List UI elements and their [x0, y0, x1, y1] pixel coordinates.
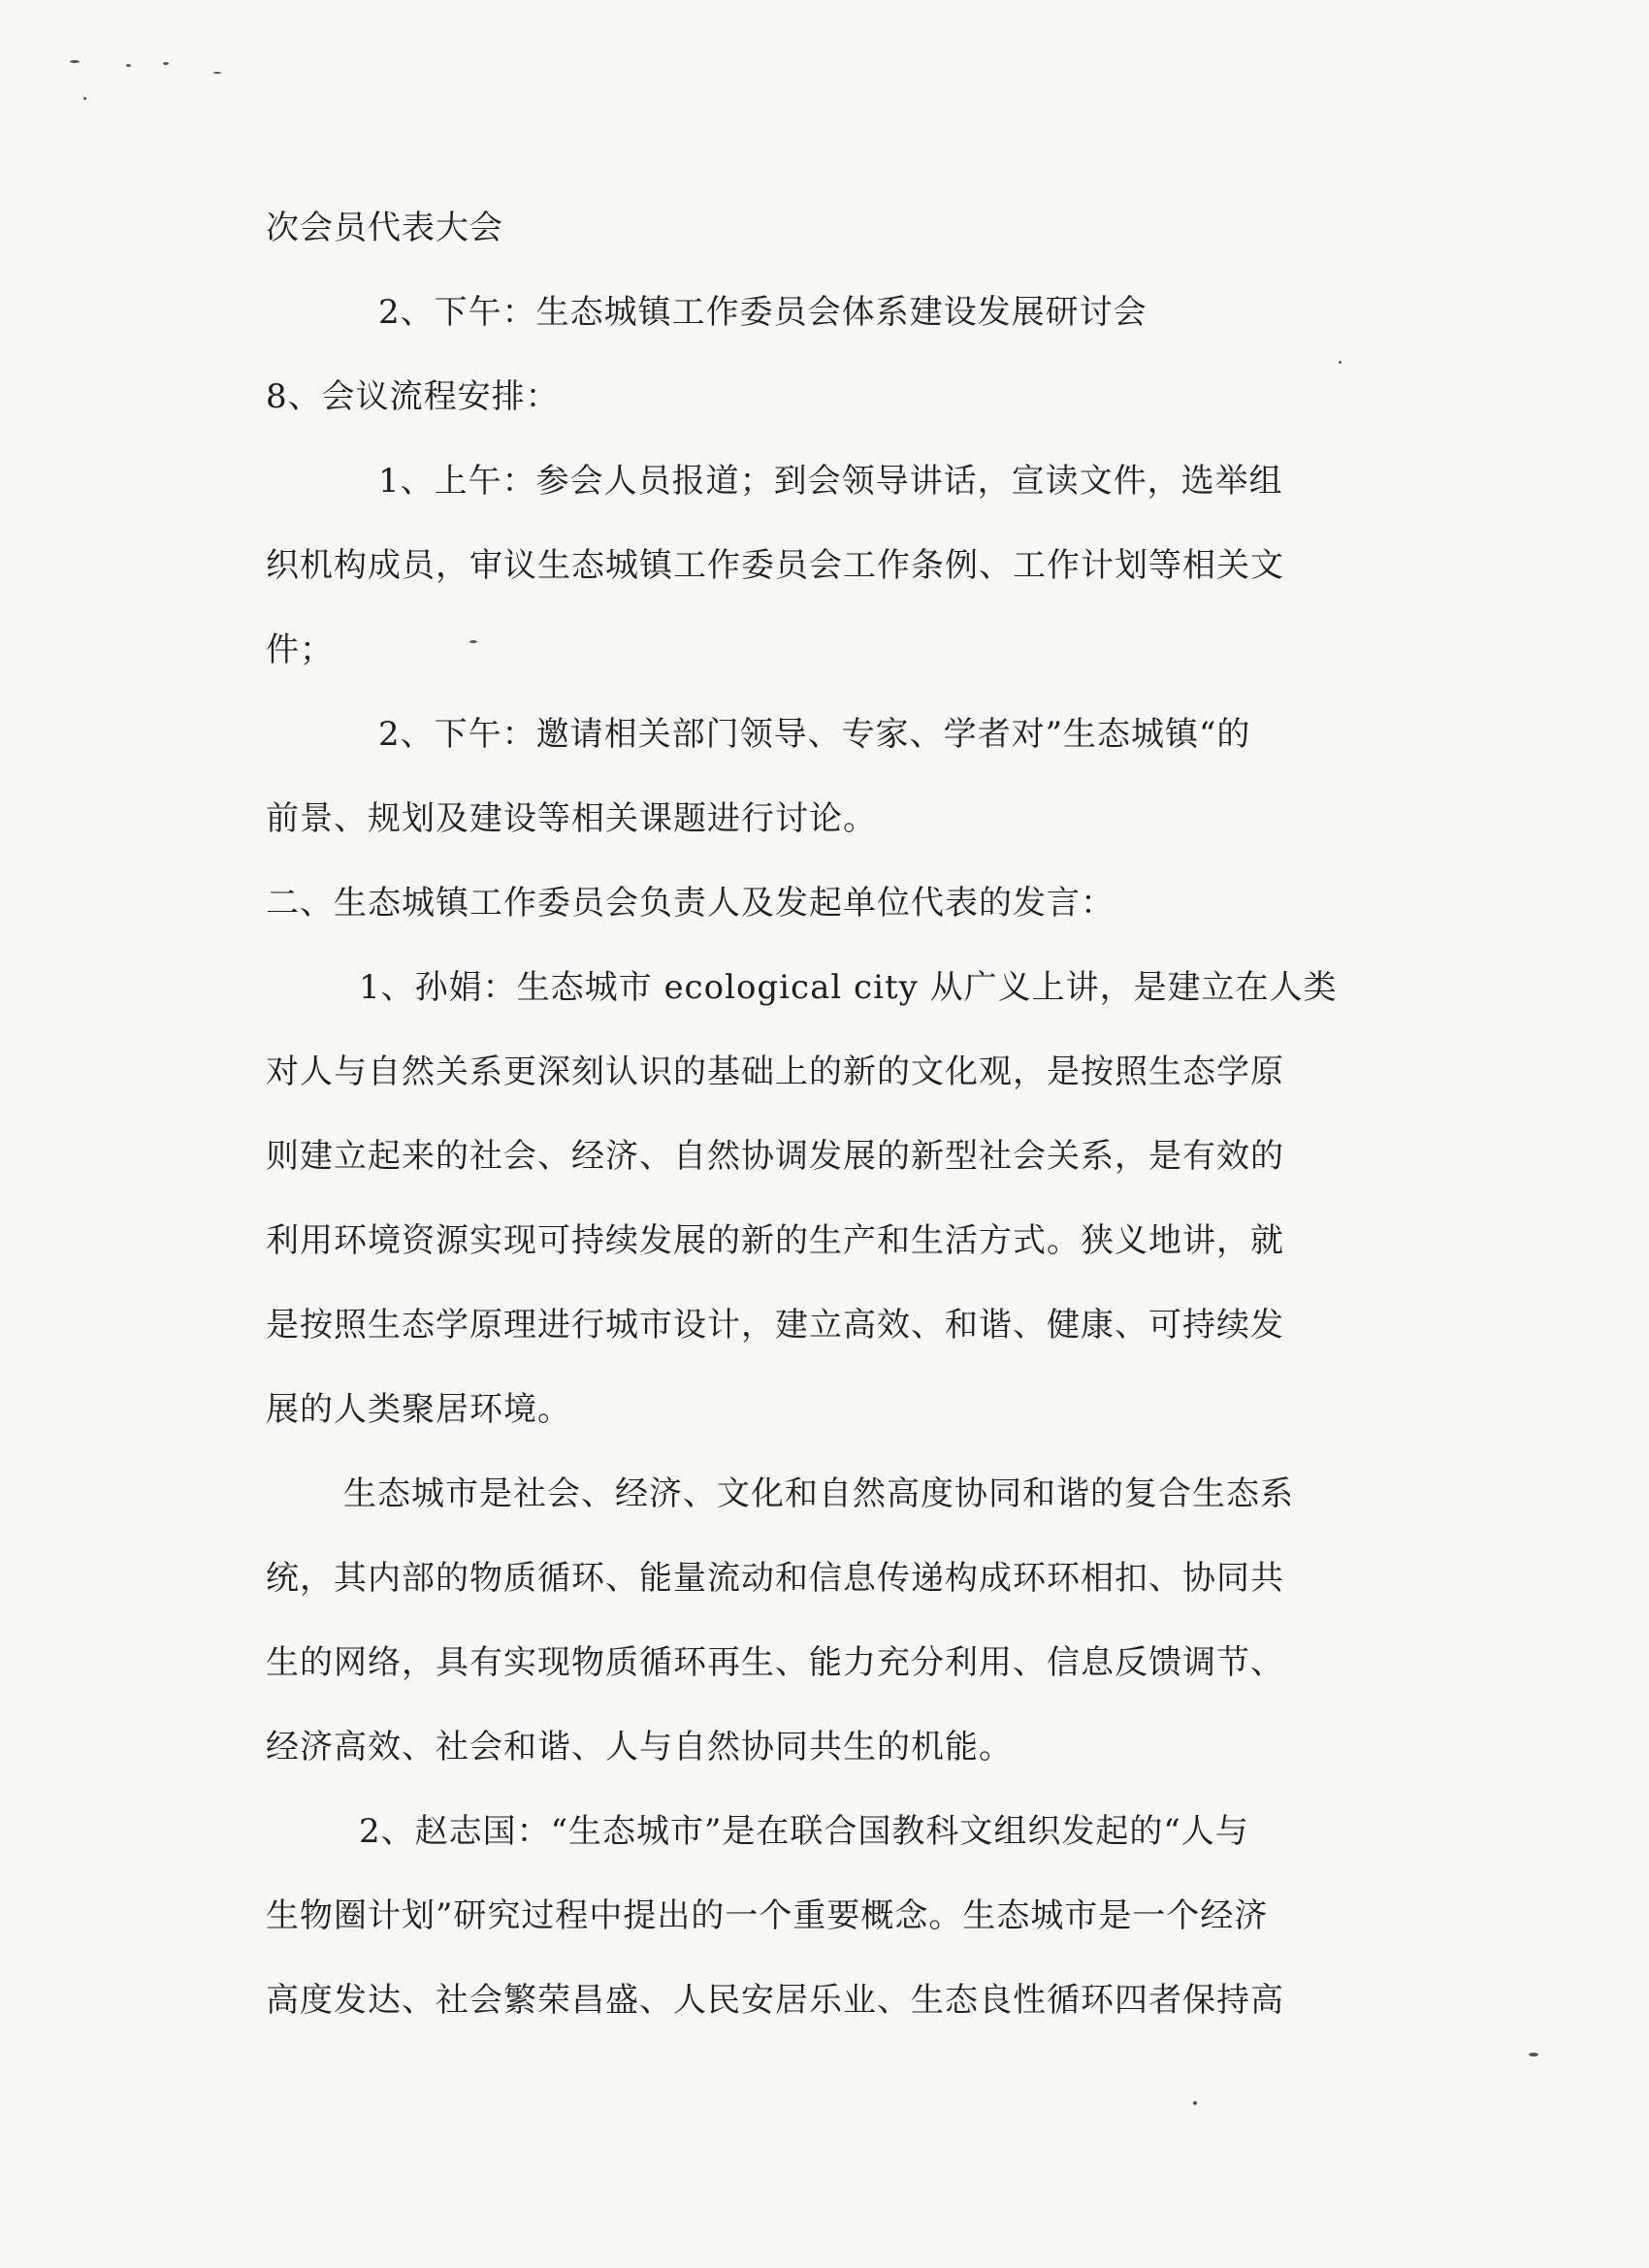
- text-line: 统，其内部的物质循环、能量流动和信息传递构成环环相扣、协同共: [266, 1559, 1284, 1598]
- text-line: 织机构成员，审议生态城镇工作委员会工作条例、工作计划等相关文: [266, 546, 1284, 585]
- text-line: 对人与自然关系更深刻认识的基础上的新的文化观，是按照生态学原: [266, 1053, 1284, 1091]
- text-line: 二、生态城镇工作委员会负责人及发起单位代表的发言：: [266, 884, 1115, 923]
- text-line: 经济高效、社会和谐、人与自然协同共生的机能。: [266, 1728, 1013, 1766]
- scan-speck: [1529, 2053, 1538, 2057]
- text-line: 2、下午：邀请相关部门领导、专家、学者对”生态城镇“的: [378, 715, 1251, 754]
- scan-speck: [213, 72, 221, 74]
- scan-speck: [70, 60, 80, 63]
- text-line: 是按照生态学原理进行城市设计，建立高效、和谐、健康、可持续发: [266, 1306, 1284, 1345]
- text-line: 8、会议流程安排：: [266, 377, 560, 416]
- text-line: 1、孙娟：生态城市 ecological city 从广义上讲，是建立在人类: [359, 968, 1338, 1007]
- scan-speck: [126, 64, 131, 67]
- text-line: 1、上午：参会人员报道；到会领导讲话，宣读文件，选举组: [378, 462, 1283, 501]
- text-line: 则建立起来的社会、经济、自然协调发展的新型社会关系，是有效的: [266, 1137, 1284, 1176]
- text-line: 2、下午：生态城镇工作委员会体系建设发展研讨会: [378, 293, 1148, 332]
- scan-speck: [1193, 2101, 1197, 2105]
- text-line: 生物圈计划”研究过程中提出的一个重要概念。生态城市是一个经济: [266, 1896, 1269, 1935]
- text-line: 件；: [266, 631, 334, 669]
- scan-speck: [1339, 361, 1342, 364]
- text-line: 生的网络，具有实现物质循环再生、能力充分利用、信息反馈调节、: [266, 1643, 1284, 1682]
- text-line: 2、赵志国：“生态城市”是在联合国教科文组织发起的“人与: [359, 1812, 1249, 1851]
- text-line: 次会员代表大会: [266, 209, 503, 247]
- text-line: 展的人类聚居环境。: [266, 1390, 571, 1429]
- text-line: 高度发达、社会繁荣昌盛、人民安居乐业、生态良性循环四者保持高: [266, 1981, 1284, 2020]
- scan-speck: [469, 640, 477, 643]
- text-line: 利用环境资源实现可持续发展的新的生产和生活方式。狭义地讲，就: [266, 1221, 1284, 1260]
- scan-speck: [83, 97, 86, 100]
- scan-speck: [163, 62, 169, 65]
- text-line: 生态城市是社会、经济、文化和自然高度协同和谐的复合生态系: [343, 1474, 1294, 1513]
- text-line: 前景、规划及建设等相关课题进行讨论。: [266, 799, 877, 838]
